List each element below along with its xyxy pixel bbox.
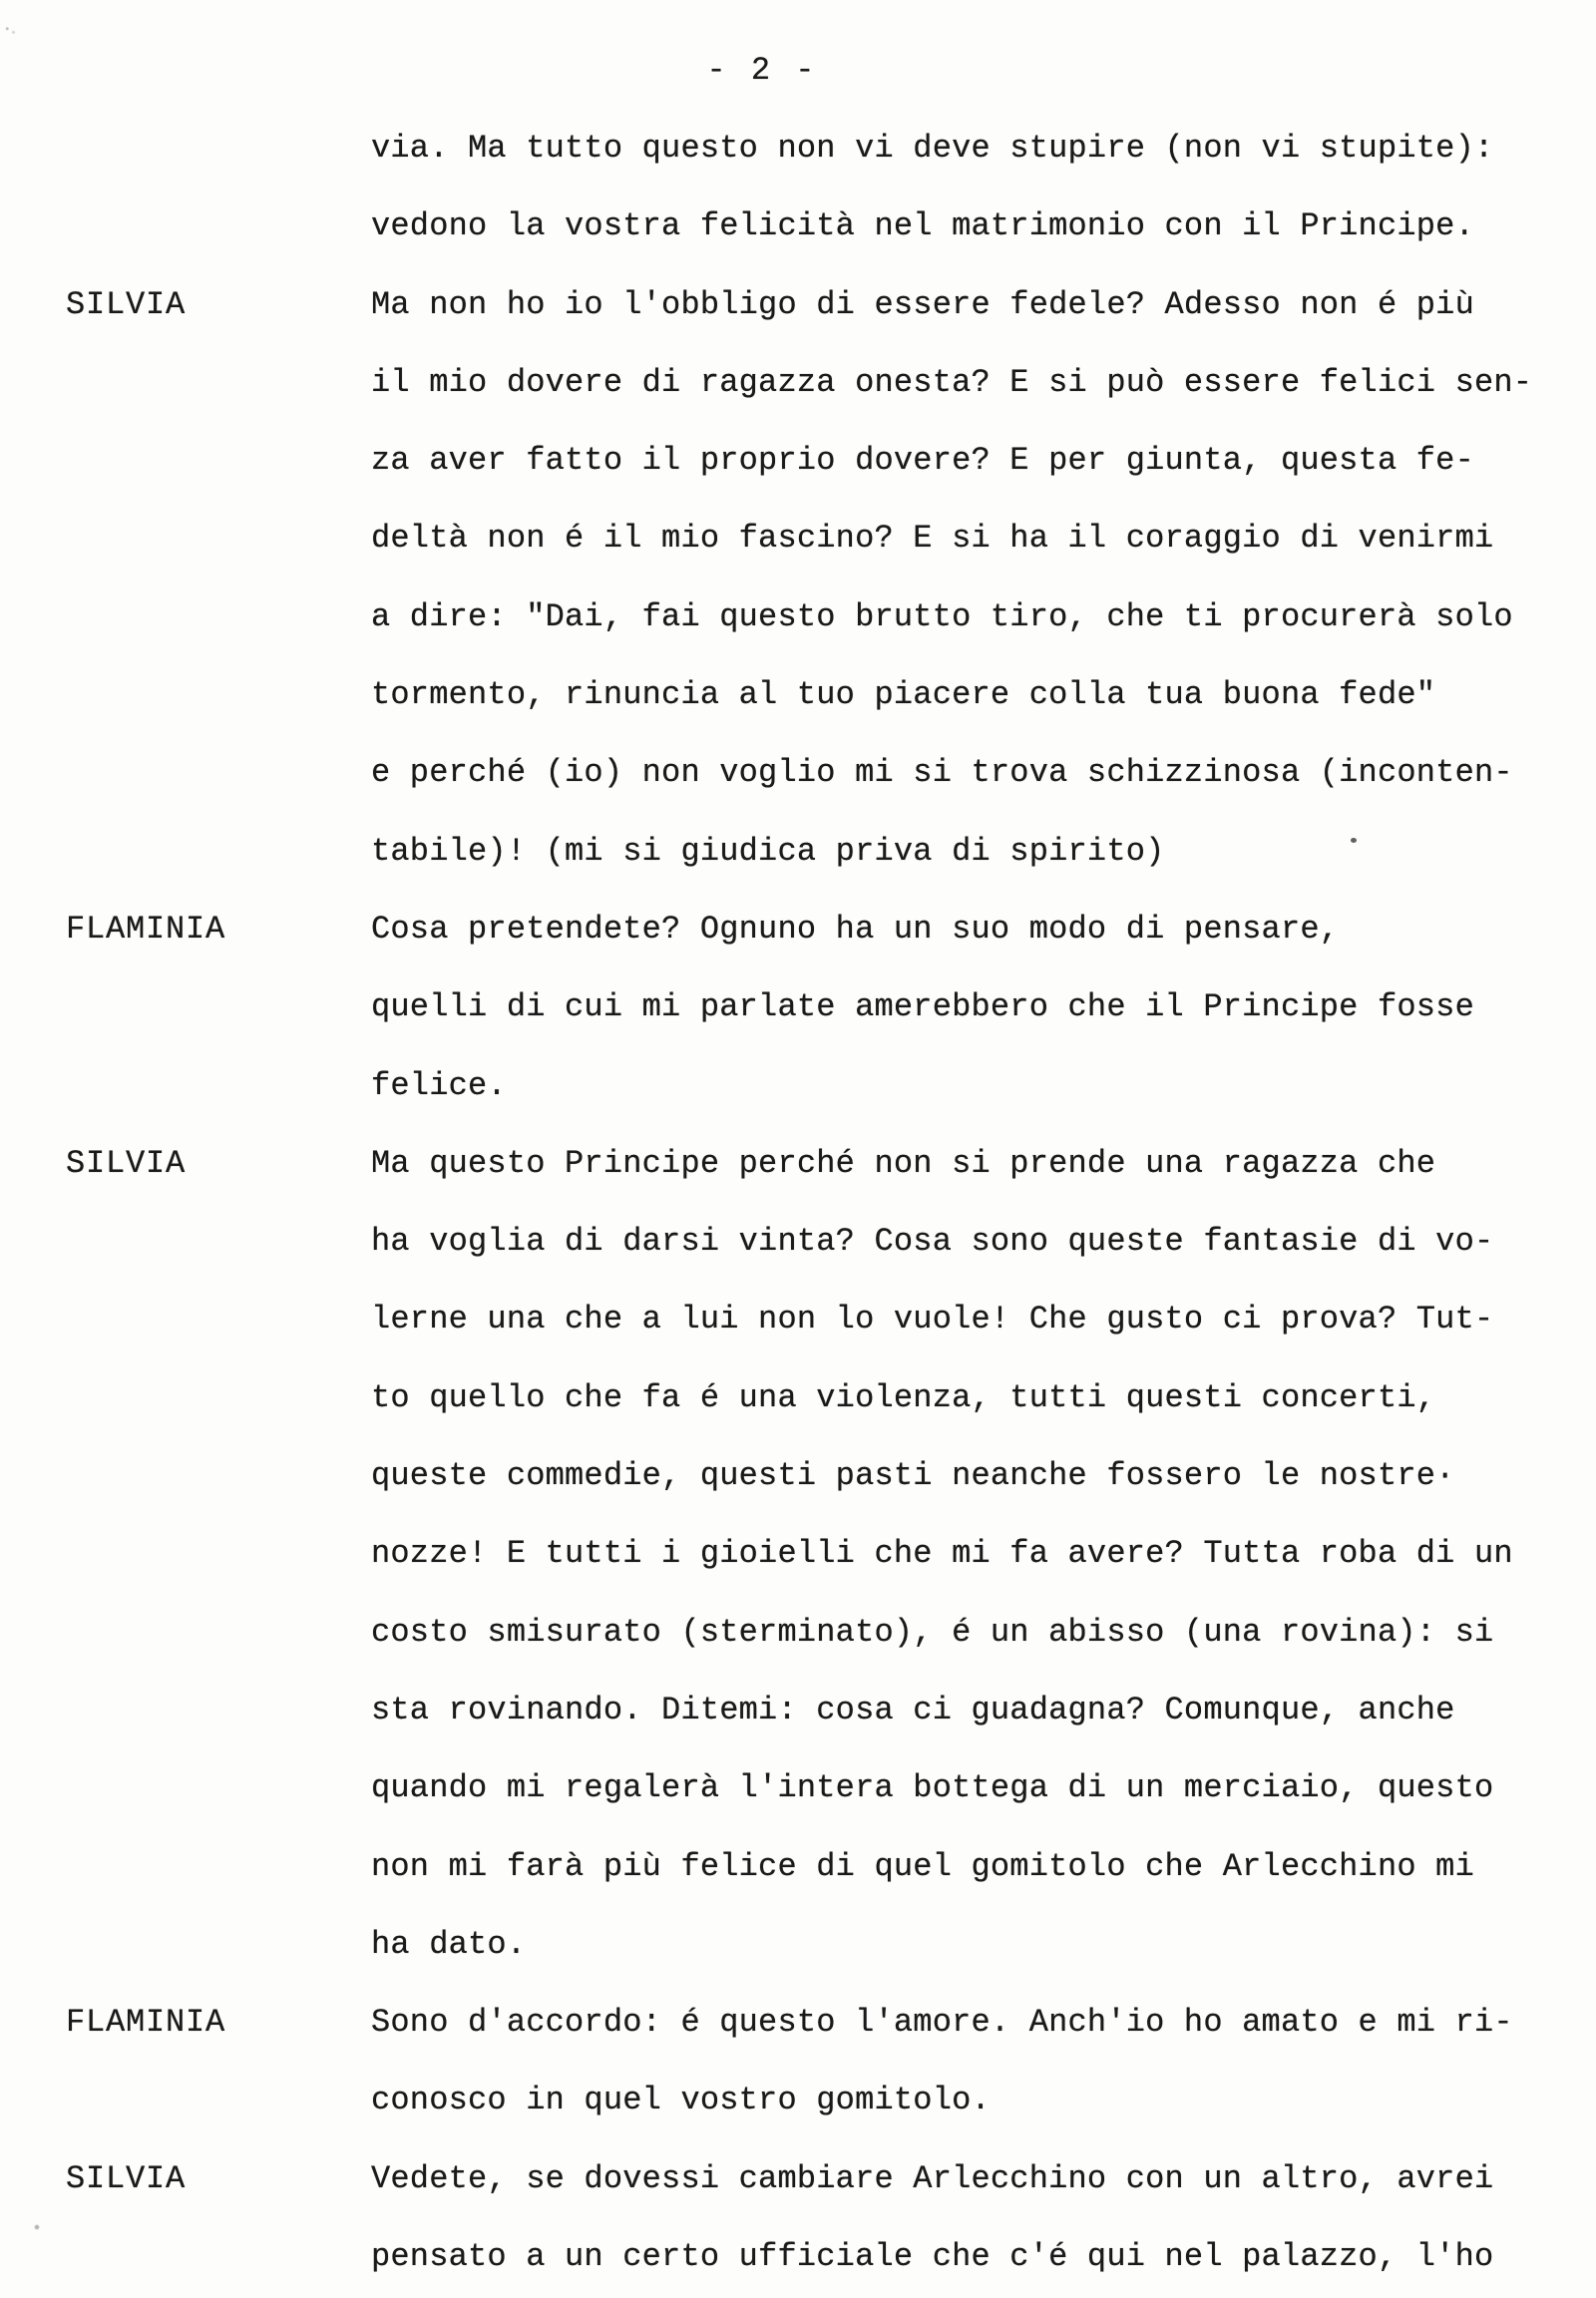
dialogue-line: Cosa pretendete? Ognuno ha un suo modo di pensare, (371, 910, 1340, 948)
dialogue-lines (371, 891, 1596, 1125)
dialogue-entry (0, 1984, 1596, 2140)
dialogue-line: costo smisurato (sterminato), é un abisso (una rovina): si (371, 1613, 1494, 1651)
dialogue-line: ha dato. (371, 1925, 527, 1963)
dialogue-line: lerne una che a lui non lo vuole! Che gusto ci prova? Tut- (371, 1301, 1494, 1339)
dialogue-line: ha voglia di darsi vinta? Cosa sono queste fantasie di vo- (371, 1223, 1494, 1261)
dialogue-line: quelli di cui mi parlate amerebbero che il Principe fosse (371, 988, 1474, 1026)
dialogue-line: sta rovinando. Ditemi: cosa ci guadagna? Comunque, anche (371, 1691, 1455, 1728)
dialogue-line: via. Ma tutto questo non vi deve stupire (non vi stupite): (371, 130, 1494, 167)
dialogue-lines (371, 1984, 1596, 2140)
dialogue-line: Ma non ho io l'obbligo di essere fedele? Adesso non é più (371, 285, 1474, 323)
dialogue-line: queste commedie, questi pasti neanche fossero le nostre· (371, 1457, 1455, 1495)
dialogue-line: non mi farà più felice di quel gomitolo che Arlecchino mi (371, 1847, 1474, 1885)
speaker-label: FLAMINIA (66, 910, 226, 948)
dialogue-line: pensato a un certo ufficiale che c'é qui nel palazzo, l'ho (371, 2238, 1494, 2276)
dialogue-entry (0, 1125, 1596, 1984)
dialogue-lines (371, 2140, 1596, 2297)
dialogue-line: Ma questo Principe perché non si prende una ragazza che (371, 1144, 1436, 1182)
dialogue-lines (371, 1125, 1596, 1984)
dialogue-lines (371, 266, 1596, 891)
dialogue-line: e perché (io) non voglio mi si trova schizzinosa (inconten- (371, 754, 1513, 792)
page-number: - 2 - (706, 52, 818, 89)
dialogue-entry (0, 266, 1596, 891)
dialogue-line: a dire: "Dai, fai questo brutto tiro, che ti procurerà solo (371, 597, 1513, 635)
speaker-label: SILVIA (66, 285, 187, 323)
dialogue-line: Sono d'accordo: é questo l'amore. Anch'io ho amato e mi ri- (371, 2004, 1513, 2042)
dialogue-line: tormento, rinuncia al tuo piacere colla tua buona fede" (371, 676, 1436, 714)
speaker-label: SILVIA (66, 2159, 187, 2197)
scan-speck (3, 24, 17, 36)
dialogue-line: nozze! E tutti i gioielli che mi fa avere? Tutta roba di un (371, 1535, 1513, 1573)
dialogue-line: vedono la vostra felicità nel matrimonio con il Principe. (371, 207, 1474, 245)
speaker-label: FLAMINIA (66, 2004, 226, 2042)
dialogue-line: il mio dovere di ragazza onesta? E si può essere felici sen- (371, 363, 1533, 401)
dialogue-entry (0, 110, 1596, 266)
dialogue-line: tabile)! (mi si giudica priva di spirito) (371, 832, 1165, 870)
dialogue-entry (0, 891, 1596, 1125)
dialogue-line: za aver fatto il proprio dovere? E per giunta, questa fe- (371, 442, 1474, 480)
speaker-label: SILVIA (66, 1144, 187, 1182)
dialogue-container (0, 110, 1596, 2296)
dialogue-entry (0, 2140, 1596, 2297)
dialogue-line: Vedete, se dovessi cambiare Arlecchino con un altro, avrei (371, 2159, 1494, 2197)
dialogue-line: deltà non é il mio fascino? E si ha il coraggio di venirmi (371, 520, 1494, 558)
dialogue-line: felice. (371, 1066, 507, 1104)
dialogue-lines (371, 110, 1596, 266)
dialogue-line: to quello che fa é una violenza, tutti questi concerti, (371, 1378, 1436, 1416)
dialogue-line: conosco in quel vostro gomitolo. (371, 2082, 991, 2119)
dialogue-line: quando mi regalerà l'intera bottega di un merciaio, questo (371, 1769, 1494, 1807)
